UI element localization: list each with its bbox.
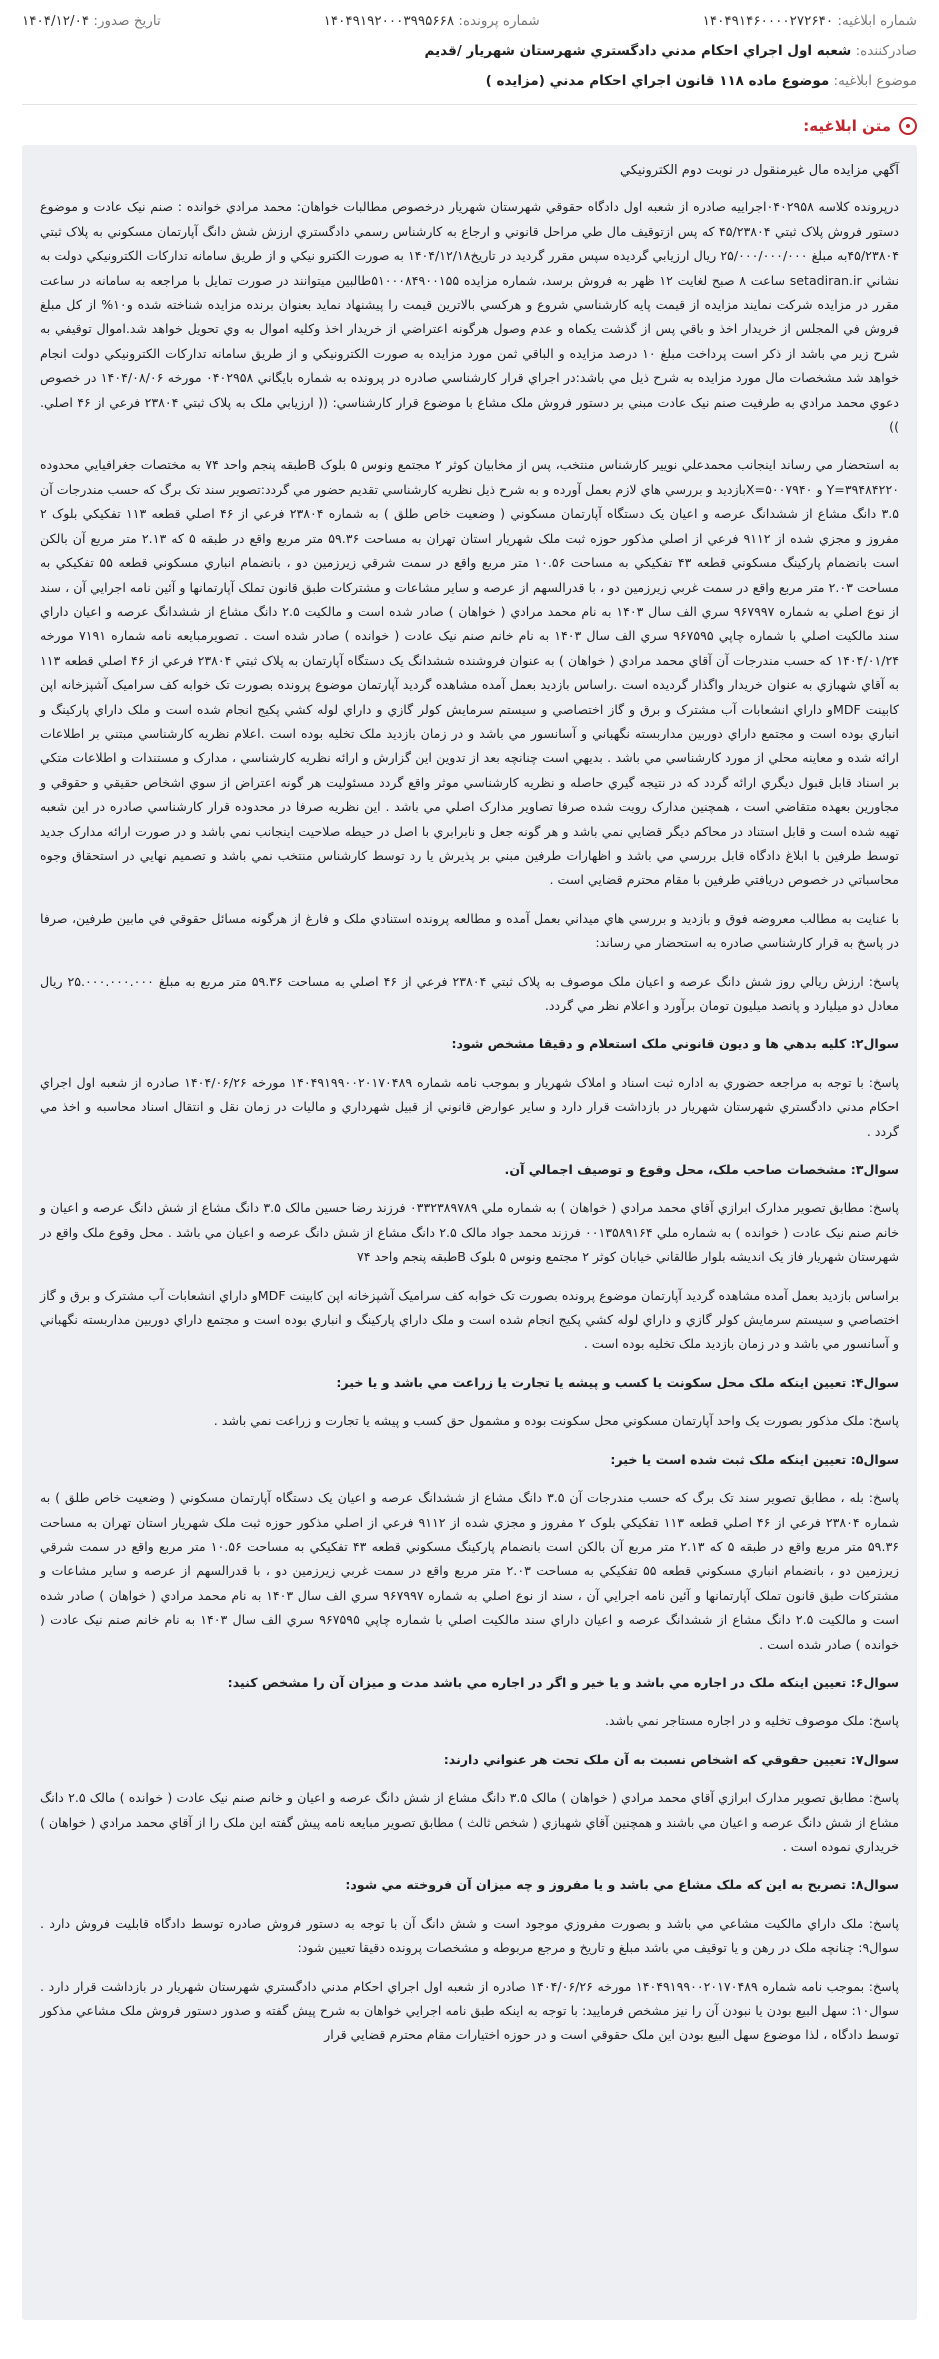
body-paragraph: پاسخ: با توجه به مراجعه حضوري به اداره ثبت اسناد و املاک شهريار و بموجب نامه شماره ۱۴۰۴۹۱۹۹۰۰۲۰۱۷۰۴۸۹ مورخه ۱۴۰۴/۰۶/۲۶ صادره از شعبه اول اجراي احکام مدني دادگستري شهرستان شهريار در بازداشت قرار دارد و ساير عوارض قانوني از قبيل شهرداري و ماليات در زمان نقل و انتقال اسناد محاسبه و اخذ مي گردد . bbox=[40, 1074, 899, 1139]
body-paragraph: پاسخ: مطابق تصوير مدارک ابرازي آقاي محمد مرادي ( خواهان ) مالک ۳.۵ دانگ مشاع از شش دانگ عرصه و اعيان و خانم صنم نيک عادت ( خوانده ) مالک ۲.۵ دانگ مشاع از شش دانگ عرصه و اعيان مي باشند و همچنين آقاي شهبازي ( شخص ثالث ) مطابق تصوير مبايعه نامه پيش گفته اين ملک را از آقاي محمد مرادي ( خواهان ) خريداري نموده است . bbox=[40, 1790, 900, 1854]
body-paragraph: به استحضار مي رساند اينجانب محمدعلي نويير کارشناس منتخب، پس از مخابيان کوثر ۲ مجتمع ونوس ۵ بلوک Bطبقه پنجم واحد ۷۴ به مختصات جغرافيايي محدوده ۳۹۴۸۴۲۲۰=Y و ۵۰۰۷۹۴۰=Xبازديد و بررسي هاي لازم بعمل آورده و به شرح ذيل نظريه کارشناسي تقديم حضور مي گردد:تصوير سند تک برگ که حسب مندرجات آن ۳.۵ دانگ مشاع از ششدانگ عرصه و اعيان يک دستگاه آپارتمان مسکوني ( وضعيت خاص طلق ) به شماره ۲۳۸۰۴ فرعي از ۴۶ اصلي قطعه ۱۱۳ تفکيکي بلوک ۲ مفروز و مجزي شده از ۹۱۱۲ فرعي از اصلي مذکور حوزه ثبت ملک شهريار استان تهران به مساحت ۵۹.۳۶ متر مربع واقع در طبقه ۵ که ۲.۱۳ متر مربع آن بالکن است بانضمام پارکينگ مسکوني قطعه ۴۳ تفکيکي به مساحت ۱۰.۵۶ متر مربع واقع در سمت شرقي زيرزمين دو ، بانضمام انباري مسکوني قطعه ۵۵ تفکيکي به مساحت ۲.۰۳ متر مربع واقع در سمت غربي زيرزمين دو ، با قدرالسهم از عرصه و ساير مشاعات و مشترکات طبق قانون تملک آپارتمانها و آئين نامه اجرايي آن ، سند از نوع اصلي به شماره ۹۶۷۹۹۷ سري الف سال ۱۴۰۳ به نام محمد مرادي ( خواهان ) صادر شده است و مالکيت ۲.۵ دانگ مشاع از ششدانگ عرصه و اعيان داراي سند مالکيت اصلي با شماره چاپي ۹۶۷۵۹۵ سري الف سال ۱۴۰۳ به نام خانم صنم نيک عادت ( خوانده ) صادر شده است . تصويرمبايعه نامه شماره ۷۱۹۱ مورخه ۱۴۰۴/۰۱/۲۴ که حسب مندرجات آن آقاي محمد مرادي ( خواهان ) به عنوان فروشنده ششدانگ يک دستگاه آپارتمان به پلاک ثبتي ۲۳۸۰۴ فرعي از ۴۶ اصلي قطعه ۱۱۳ به آقاي شهبازي به عنوان خريدار واگذار گرديده است .راساس بازديد بعمل آمده مشاهده گرديد آپارتمان موضوع پرونده بصورت تک خوابه کف سراميک آشپزخانه اپن کابينت MDFو داراي انشعابات آب مشترک و برق و گاز اختصاصي و سيستم سرمايش کولر گازي و داراي لوله کشي پکيج انجام شده است و ملک داراي پارکينگ و انباري بوده است و مجتمع داراي دوربين مداربسته نگهباني و آسانسور مي باشد و در زمان بازديد ملک تخليه بوده است .اعلام نظريه کارشناسي مبتني بر اطلاعات ارائه شده و معاينه محلي از مورد کارشناسي مي باشد . بديهي است چنانچه بعد از تدوين اين گزارش و ارائه نظريه کارشناسي ، مدارک و مستندات و اطلاعات متکي بر اسناد قابل قبول ديگري ارائه گردد که در نتيجه گيري حاصله و نظريه کارشناسي موثر واقع گردد مسئوليت هر گونه اعتراض از سوي اشخاص حقيقي و حقوقي و مجاورين بعهده متقاضي است ، همچنين مدارک رويت شده صرفا تصاوير مدارک اصلي مي باشد . اين نظريه صرفا در محدوده قرار کارشناسي صادره در اين شعبه تهيه شده است و قابل استناد در محاکم ديگر قضايي نمي باشد و هر گونه جعل و نابرابري با اصل در حيطه صلاحيت اينجانب نمي باشد و در صورت ارائه مدارک جديد توسط طرفين با ابلاغ دادگاه قابل بررسي مي باشد و اظهارات طرفين مبني بر پذيرش يا رد توسط کارشناس منتخب نمي باشد و تصميم نهايي در استحقاق وجوه محاسباتي در خصوص دريافتي طرفين با مقام محترم قضايي است . bbox=[40, 457, 900, 888]
question-line: سوال۸: تصريح به اين که ملک مشاع مي باشد و يا مفروز و چه ميزان آن فروخته مي شود: bbox=[345, 1877, 899, 1893]
question-line: سوال۶: تعيين اينکه ملک در اجاره مي باشد و يا خير و اگر در اجاره مي باشد مدت و ميزان آن را مشخص کنيد: bbox=[227, 1674, 899, 1690]
issuer: صادرکننده: شعبه اول اجراي احکام مدني دادگستري شهرستان شهريار /قديم bbox=[424, 43, 917, 59]
notice-number: شماره ابلاغيه: ۱۴۰۴۹۱۴۶۰۰۰۰۲۷۲۶۴۰ bbox=[702, 13, 917, 29]
notice-meta bbox=[0, 0, 939, 105]
section-header bbox=[0, 105, 939, 145]
body-paragraph: با عنايت به مطالب معروضه فوق و بازديد و بررسي هاي ميداني بعمل آمده و مطالعه پرونده استنادي ملک و فارغ از هرگونه مسائل حقوقي في مابين طرفين، صرفا در پاسخ به قرار کارشناسي صادره به استحضار مي رساند: bbox=[40, 910, 899, 951]
question-line: سوال۴: تعيين اينکه ملک محل سکونت يا کسب و پيشه يا تجارت يا زراعت مي باشد و يا خير: bbox=[336, 1374, 899, 1390]
body-paragraph: پاسخ: ملک داراي مالکيت مشاعي مي باشد و بصورت مفروزي موجود است و شش دانگ آن با توجه به دستور فروش صادره توسط دادگاه قابليت فروش دارد . سوال۹: چنانچه ملک در رهن و يا توقيف مي باشد مبلغ و تاريخ و مرجع مربوطه و مشخصات پرونده دقيقا تعيين شود: bbox=[40, 1915, 899, 1956]
question-line: سوال۲: کليه بدهي ها و ديون قانوني ملک استعلام و دقيقا مشخص شود: bbox=[451, 1036, 899, 1052]
body-paragraph: پاسخ: مطابق تصوير مدارک ابرازي آقاي محمد مرادي ( خواهان ) به شماره ملي ۰۳۳۲۳۸۹۷۸۹ فرزند رضا حسين مالک ۳.۵ دانگ مشاع از شش دانگ عرصه و اعيان و خانم صنم نيک عادت ( خوانده ) به شماره ملي ۰۰۱۳۵۸۹۱۶۴ فرزند محمد جواد مالک ۲.۵ دانگ مشاع از شش دانگ عرصه و اعيان مي باشد . محل وقوع ملک واقع در شهرستان شهريار فاز يک انديشه بلوار طالقاني خيابان کوثر ۲ مجتمع ونوس ۵ بلوک Bطبقه پنجم واحد ۷۴ bbox=[40, 1200, 899, 1265]
body-paragraph: پاسخ: ملک مذکور بصورت يک واحد آپارتمان مسکوني محل سکونت بوده و مشمول حق کسب و پيشه يا تجارت و زراعت نمي باشد . bbox=[213, 1413, 899, 1429]
body-paragraph: براساس بازديد بعمل آمده مشاهده گرديد آپارتمان موضوع پرونده بصورت تک خوابه کف سراميک آشپزخانه اپن کابينت MDFو داراي انشعابات آب مشترک و برق و گاز اختصاصي و سيستم سرمايش کولر گازي و داراي لوله کشي پکيج انجام شده است و ملک داراي پارکينگ و انباري بوده است و مجتمع داراي دوربين مداربسته نگهباني و آسانسور مي باشد و در زمان بازديد ملک تخليه بوده است . bbox=[40, 1287, 900, 1352]
case-number: شماره پرونده: ۱۴۰۴۹۱۹۲۰۰۰۳۹۹۵۶۶۸ bbox=[323, 13, 540, 29]
body-paragraph: پاسخ: بله ، مطابق تصوير سند تک برگ که حسب مندرجات آن ۳.۵ دانگ مشاع از ششدانگ عرصه و اعيان يک دستگاه آپارتمان مسکوني ( وضعيت خاص طلق ) به شماره ۲۳۸۰۴ فرعي از ۴۶ اصلي قطعه ۱۱۳ تفکيکي بلوک ۲ مفروز و مجزي شده از ۹۱۱۲ فرعي از اصلي مذکور حوزه ثبت ملک شهريار استان تهران به مساحت ۵۹.۳۶ متر مربع واقع در طبقه ۵ که ۲.۱۳ متر مربع آن بالکن است بانضمام پارکينگ مسکوني قطعه ۴۳ تفکيکي به مساحت ۱۰.۵۶ متر مربع واقع در سمت شرقي زيرزمين دو ، بانضمام انباري مسکوني قطعه ۵۵ تفکيکي به مساحت ۲.۰۳ متر مربع واقع در سمت غربي زيرزمين دو ، با قدرالسهم از عرصه و ساير مشاعات و مشترکات طبق قانون تملک آپارتمانها و آئين نامه اجرايي آن ، سند از نوع اصلي به شماره ۹۶۷۹۹۷ سري الف سال ۱۴۰۳ به نام محمد مرادي ( خواهان ) صادر شده است و مالکيت ۲.۵ دانگ مشاع از ششدانگ عرصه و اعيان داراي سند مالکيت اصلي با شماره چاپي ۹۶۷۵۹۵ سري الف سال ۱۴۰۳ به نام خانم صنم نيک عادت ( خوانده ) صادر شده است . bbox=[40, 1490, 900, 1652]
notice-heading: آگهي مزايده مال غيرمنقول در نوبت دوم الکترونيکي bbox=[619, 163, 899, 178]
question-line: سوال۷: تعيين حقوقي که اشخاص نسبت به آن ملک تحت هر عنواني دارند: bbox=[443, 1751, 899, 1767]
body-paragraph: پاسخ: بموجب نامه شماره ۱۴۰۴۹۱۹۹۰۰۲۰۱۷۰۴۸۹ مورخه ۱۴۰۴/۰۶/۲۶ صادره از شعبه اول اجراي احکام مدني دادگستري شهرستان شهريار در بازداشت قرار دارد . سوال۱۰: سهل البيع بودن يا نبودن آن را نيز مشخص فرماييد: با توجه به اينکه طبق نامه اجرايي خواهان به شرح پيش گفته و صدور دستور فروش ملک مشاعي مذکور توسط دادگاه ، لذا موضوع سهل البيع بودن اين ملک حقوقي است و در حوزه اختيارات مقام محترم قضايي قرار bbox=[40, 1978, 899, 2043]
body-paragraph: پاسخ: ارزش ريالي روز شش دانگ عرصه و اعيان ملک موصوف به پلاک ثبتي ۲۳۸۰۴ فرعي از ۴۶ اصلي به مساحت ۵۹.۳۶ متر مربع به مبلغ ۲۵.۰۰۰.۰۰۰.۰۰۰ ريال معادل دو ميليارد و پانصد ميليون تومان برآورد و اعلام نظر مي گردد. bbox=[40, 973, 899, 1013]
notice-subject: موضوع ابلاغيه: موضوع ماده ۱۱۸ قانون اجراي احکام مدني (مزايده ) bbox=[485, 73, 917, 89]
question-line: سوال۳: مشخصات صاحب ملک، محل وقوع و توصيف اجمالي آن. bbox=[504, 1162, 899, 1178]
question-line: سوال۵: تعيين اينکه ملک ثبت شده است يا خير: bbox=[610, 1451, 899, 1467]
info-circle-icon bbox=[899, 117, 917, 135]
section-title: متن ابلاغيه: bbox=[803, 117, 891, 135]
meta-row-numbers bbox=[22, 6, 917, 36]
notice-body bbox=[22, 145, 917, 2320]
body-paragraph: پاسخ: ملک موصوف تخليه و در اجاره مستاجر نمي باشد. bbox=[604, 1713, 899, 1729]
issue-date: تاريخ صدور: ۱۴۰۴/۱۲/۰۴ bbox=[22, 13, 161, 29]
body-paragraph: درپرونده کلاسه ۰۴۰۲۹۵۸اجراييه صادره از شعبه اول دادگاه حقوقي شهرستان شهريار درخصوص مطالبات خواهان: محمد مرادي خوانده : صنم نيک عادت و موضوع دستور فروش پلاک ثبتي ۴۵/۲۳۸۰۴ که پس ازتوقيف مال طي مراحل قانوني و ارجاع به کارشناس رسمي دادگستري ارزش شش دانگ آپارتمان مسکوني به پلاک ثبتي ۴۵/۲۳۸۰۴به مبلغ ۲۵/۰۰۰/۰۰۰/۰۰۰ ريال ارزيابي گرديده سپس مقرر گرديد در تاريخ۱۴۰۴/۱۲/۱۸ به صورت الکترو نيکي و از طريق سامانه تدارکات الکترونيکي دولت به نشاني setadiran.ir ساعت ۸ صبح لغايت ۱۲ ظهر به فروش برسد، شماره مزايده ۵۱۰۰۰۸۴۹۰۰۱۵۵طالبين ميتوانند در صورت تمايل با مراجعه به سامانه در ساعت مقرر در مزايده شرکت نمايند مزايده از قيمت پايه کارشناسي شروع و هرکسي بالاترين قيمت را پيشنهاد نمايد بعنوان برنده مزايده شناخته شده و۱۰% از کل مبلغ فروش في المجلس از خريدار اخذ و باقي پس از گذشت يکماه و عدم وصول هرگونه اعتراضي از خريدار اخذ وکليه اموال به وي تحويل خواهد شد.اموال توقيفي به شرح زير مي باشد از ذکر است پرداخت مبلغ ۱۰ درصد مزايده و الباقي ثمن مورد مزايده به صورت الکترونيکي و از طريق سامانه تدارکات الکترونيکي دولت انجام خواهد شد مشخصات مال مورد مزايده به شرح ذيل مي باشد:در اجراي قرار کارشناسي صادره در پرونده به شماره بايگاني ۰۴۰۲۹۵۸ مورخه ۱۴۰۴/۰۸/۰۶ در خصوص دعوي محمد مرادي به طرفيت صنم نيک عادت مبني بر دستور فروش ملک مشاع با موضوع قرار کارشناسي: (( ارزيابي ملک به پلاک ثبتي ۲۳۸۰۴ فرعي از ۴۶ اصلي. )) bbox=[40, 199, 899, 435]
